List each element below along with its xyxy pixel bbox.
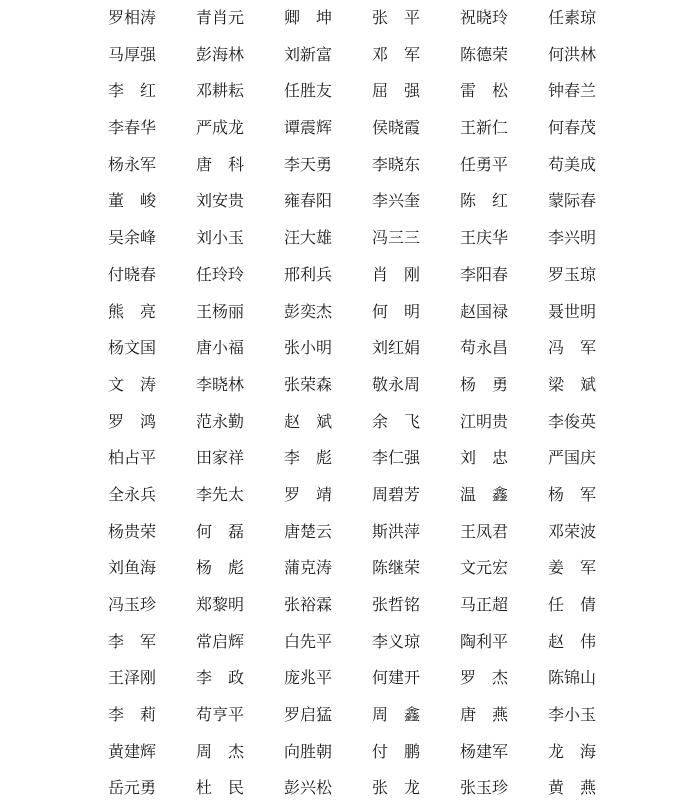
name-entry: 杨贵荣	[108, 521, 157, 541]
name-entry: 刘红娟	[372, 338, 421, 358]
name-entry: 卿坤	[284, 8, 349, 27]
name-entry: 张小明	[284, 338, 333, 358]
name-entry: 陈德荣	[460, 44, 509, 64]
name-entry: 梁斌	[548, 374, 613, 394]
name-entry: 黄建辉	[108, 741, 157, 761]
name-entry: 任玲玲	[196, 264, 245, 284]
name-entry: 张龙	[372, 778, 437, 798]
name-entry: 刘新富	[284, 44, 333, 64]
name-entry: 刘小玉	[196, 228, 245, 248]
name-entry: 刘忠	[460, 448, 525, 468]
name-entry: 邓荣波	[548, 521, 597, 541]
name-entry: 斯洪萍	[372, 521, 421, 541]
name-entry: 李莉	[108, 705, 173, 725]
name-entry: 严成龙	[196, 118, 245, 138]
name-entry: 李天勇	[284, 154, 333, 174]
name-entry: 彭奕杰	[284, 301, 333, 321]
name-entry: 罗鸿	[108, 411, 173, 431]
name-entry: 文涛	[108, 374, 173, 394]
name-entry: 李兴奎	[372, 191, 421, 211]
name-entry: 杨建军	[460, 741, 509, 761]
name-entry: 蒲克涛	[284, 558, 333, 578]
name-entry: 周杰	[196, 741, 261, 761]
name-entry: 王庆华	[460, 228, 509, 248]
name-entry: 赵国禄	[460, 301, 509, 321]
name-entry: 邢利兵	[284, 264, 333, 284]
name-entry: 聂世明	[548, 301, 597, 321]
name-entry: 岳元勇	[108, 778, 157, 798]
name-entry: 李小玉	[548, 705, 597, 725]
name-entry: 杨永军	[108, 154, 157, 174]
name-entry: 龙海	[548, 741, 613, 761]
name-entry: 李先太	[196, 484, 245, 504]
name-entry: 陶利平	[460, 631, 509, 651]
name-entry: 余飞	[372, 411, 437, 431]
name-entry: 范永勤	[196, 411, 245, 431]
name-entry: 李红	[108, 81, 173, 101]
name-entry: 赵伟	[548, 631, 613, 651]
name-entry: 李彪	[284, 448, 349, 468]
name-entry: 谭震辉	[284, 118, 333, 138]
name-entry: 杨军	[548, 484, 613, 504]
name-entry: 敬永周	[372, 374, 421, 394]
name-entry: 冯玉珍	[108, 595, 157, 614]
name-entry: 吴余峰	[108, 228, 157, 248]
name-entry: 罗玉琼	[548, 264, 597, 284]
name-entry: 白先平	[284, 631, 333, 651]
name-entry: 田家祥	[196, 448, 245, 468]
name-entry: 熊亮	[108, 301, 173, 321]
name-entry: 彭海林	[196, 44, 245, 64]
name-entry: 刘鱼海	[108, 558, 157, 578]
name-entry: 郑黎明	[196, 595, 245, 614]
name-entry: 温鑫	[460, 484, 525, 504]
name-entry: 李义琼	[372, 631, 421, 651]
name-entry: 屈强	[372, 81, 437, 101]
name-entry: 李仁强	[372, 448, 421, 468]
name-entry: 马正超	[460, 595, 509, 614]
name-entry: 付晓春	[108, 264, 157, 284]
name-entry: 雍春阳	[284, 191, 333, 211]
name-entry: 侯晓霞	[372, 118, 421, 138]
name-entry: 邓军	[372, 44, 437, 64]
name-entry: 王泽刚	[108, 668, 157, 688]
name-entry: 任倩	[548, 595, 613, 614]
name-entry: 唐楚云	[284, 521, 333, 541]
name-entry: 李兴明	[548, 228, 597, 248]
name-entry: 王新仁	[460, 118, 509, 138]
name-entry: 李晓林	[196, 374, 245, 394]
name-entry: 彭兴松	[284, 778, 333, 798]
name-entry: 罗相涛	[108, 8, 157, 27]
name-entry: 付鹏	[372, 741, 437, 761]
name-entry: 刘安贵	[196, 191, 245, 211]
name-entry: 冯军	[548, 338, 613, 358]
name-entry: 杨彪	[196, 558, 261, 578]
name-entry: 黄燕	[548, 778, 613, 798]
name-entry: 杜民	[196, 778, 261, 798]
name-entry: 肖刚	[372, 264, 437, 284]
name-entry: 任素琼	[548, 8, 597, 27]
name-entry: 雷松	[460, 81, 525, 101]
name-entry: 柏占平	[108, 448, 157, 468]
name-entry: 罗启猛	[284, 705, 333, 725]
name-entry: 严国庆	[548, 448, 597, 468]
name-entry: 姜军	[548, 558, 613, 578]
name-entry: 陈继荣	[372, 558, 421, 578]
name-entry: 李春华	[108, 118, 157, 138]
name-entry: 何明	[372, 301, 437, 321]
name-entry: 青肖元	[196, 8, 245, 27]
name-entry: 苟永昌	[460, 338, 509, 358]
name-entry: 唐燕	[460, 705, 525, 725]
name-entry: 何春茂	[548, 118, 597, 138]
name-entry: 向胜朝	[284, 741, 333, 761]
name-entry: 冯三三	[372, 228, 421, 248]
name-entry: 任胜友	[284, 81, 333, 101]
name-entry: 杨勇	[460, 374, 525, 394]
name-entry: 苟美成	[548, 154, 597, 174]
name-entry: 何磊	[196, 521, 261, 541]
name-entry: 董峻	[108, 191, 173, 211]
name-entry: 钟春兰	[548, 81, 597, 101]
name-entry: 何建开	[372, 668, 421, 688]
name-entry: 陈锦山	[548, 668, 597, 688]
name-entry: 任勇平	[460, 154, 509, 174]
name-entry: 王凤君	[460, 521, 509, 541]
name-entry: 何洪林	[548, 44, 597, 64]
name-entry: 邓耕耘	[196, 81, 245, 101]
name-list	[108, 0, 613, 807]
name-entry: 苟亨平	[196, 705, 245, 725]
name-entry: 李政	[196, 668, 261, 688]
name-entry: 杨文国	[108, 338, 157, 358]
name-entry: 张平	[372, 8, 437, 27]
name-entry: 张荣森	[284, 374, 333, 394]
name-entry: 张裕霖	[284, 595, 333, 614]
name-entry: 李俊英	[548, 411, 597, 431]
name-entry: 李阳春	[460, 264, 509, 284]
name-entry: 马厚强	[108, 44, 157, 64]
name-entry: 汪大雄	[284, 228, 333, 248]
name-entry: 文元宏	[460, 558, 509, 578]
name-entry: 张玉珍	[460, 778, 509, 798]
name-entry: 庞兆平	[284, 668, 333, 688]
name-entry: 常启辉	[196, 631, 245, 651]
name-entry: 张哲铭	[372, 595, 421, 614]
name-entry: 陈红	[460, 191, 525, 211]
name-entry: 王杨丽	[196, 301, 245, 321]
name-entry: 周碧芳	[372, 484, 421, 504]
name-entry: 罗杰	[460, 668, 525, 688]
name-entry: 祝晓玲	[460, 8, 509, 27]
name-entry: 赵斌	[284, 411, 349, 431]
name-entry: 蒙际春	[548, 191, 597, 211]
name-entry: 江明贵	[460, 411, 509, 431]
name-entry: 唐科	[196, 154, 261, 174]
name-entry: 李晓东	[372, 154, 421, 174]
name-entry: 唐小福	[196, 338, 245, 358]
name-entry: 罗靖	[284, 484, 349, 504]
name-entry: 全永兵	[108, 484, 157, 504]
name-entry: 李军	[108, 631, 173, 651]
name-entry: 周鑫	[372, 705, 437, 725]
